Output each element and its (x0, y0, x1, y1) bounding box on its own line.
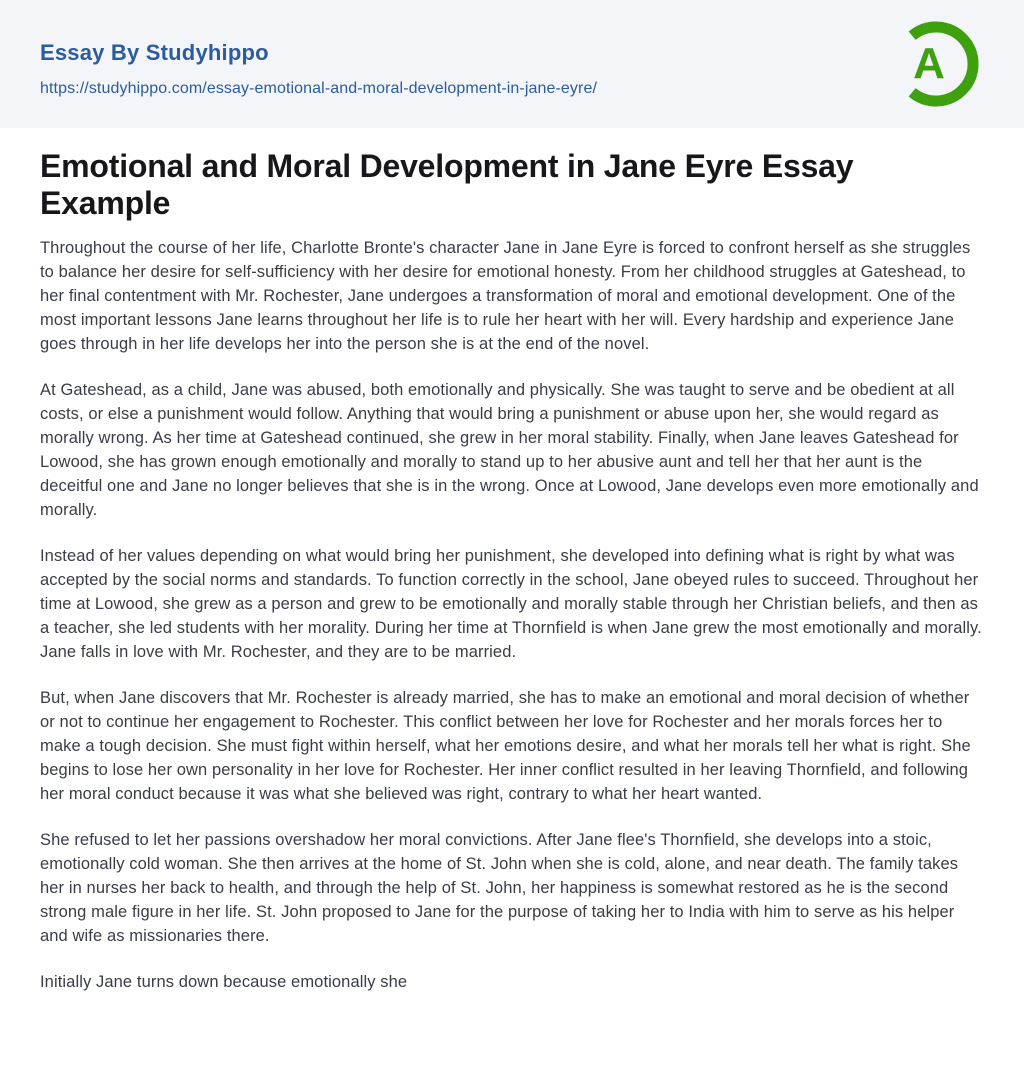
studyhippo-logo-icon (888, 16, 984, 112)
essay-paragraph: She refused to let her passions overshadow her moral convictions. After Jane flee's Thornfield, she develops into a stoic, emotionally cold woman. She then arrives at the home of St. John when she is cold, alone, and near death. The family takes her in nurses her back to health, and through the help of St. John, her happiness is somewhat restored as he is the second strong male figure in her life. St. John proposed to Jane for the purpose of taking her to India with him to serve as his helper and wife as missionaries there. (40, 831, 959, 945)
essay-paragraph: At Gateshead, as a child, Jane was abused, both emotionally and physically. She was taught to serve and be obedient at all costs, or else a punishment would follow. Anything that would bring a punishment or abuse upon her, she would regard as morally wrong. As her time at Gateshead continued, she grew in her moral stability. Finally, when Jane leaves Gateshead for Lowood, she has grown enough emotionally and morally to stand up to her abusive aunt and tell her that her aunt is the deceitful one and Jane no longer believes that she is in the wrong. Once at Lowood, Jane develops even more emotionally and morally. (40, 381, 979, 519)
site-title: Essay By Studyhippo (40, 39, 269, 65)
essay-title: Emotional and Moral Development in Jane Eyre Essay Example (40, 148, 854, 221)
header-text-block (40, 30, 597, 98)
page-header (0, 0, 1024, 128)
logo-letter: A (913, 39, 945, 88)
essay-paragraph: Throughout the course of her life, Charlotte Bronte's character Jane in Jane Eyre is forced to confront herself as she struggles to balance her desire for self-sufficiency with her desire for emotional honesty. From her childhood struggles at Gateshead, to her final contentment with Mr. Rochester, Jane undergoes a transformation of moral and emotional development. One of the most important lessons Jane learns throughout her life is to rule her heart with her will. Every hardship and experience Jane goes through in her life develops her into the person she is at the end of the novel. (40, 239, 971, 353)
essay-paragraph: Initially Jane turns down because emotionally she (40, 973, 408, 991)
essay-paragraph: But, when Jane discovers that Mr. Rochester is already married, she has to make an emotional and moral decision of whether or not to continue her engagement to Rochester. This conflict between her love for Rochester and her morals forces her to make a tough decision. She must fight within herself, what her emotions desire, and what her morals tell her what is right. She begins to lose her own personality in her love for Rochester. Her inner conflict resulted in her leaving Thornfield, and following her moral conduct because it was what she believed was right, contrary to what her heart wanted. (40, 689, 971, 803)
essay-paragraph: Instead of her values depending on what would bring her punishment, she developed into defining what is right by what was accepted by the social norms and standards. To function correctly in the school, Jane obeyed rules to succeed. Throughout her time at Lowood, she grew as a person and grew to be emotionally and morally stable through her Christian beliefs, and then as a teacher, she led students with her morality. During her time at Thornfield is when Jane grew the most emotionally and morally. Jane falls in love with Mr. Rochester, and they are to be married. (40, 547, 982, 661)
essay-body (40, 236, 984, 994)
page-url-link[interactable]: https://studyhippo.com/essay-emotional-and-moral-development-in-jane-eyre/ (40, 80, 597, 98)
essay-content (0, 128, 1024, 994)
